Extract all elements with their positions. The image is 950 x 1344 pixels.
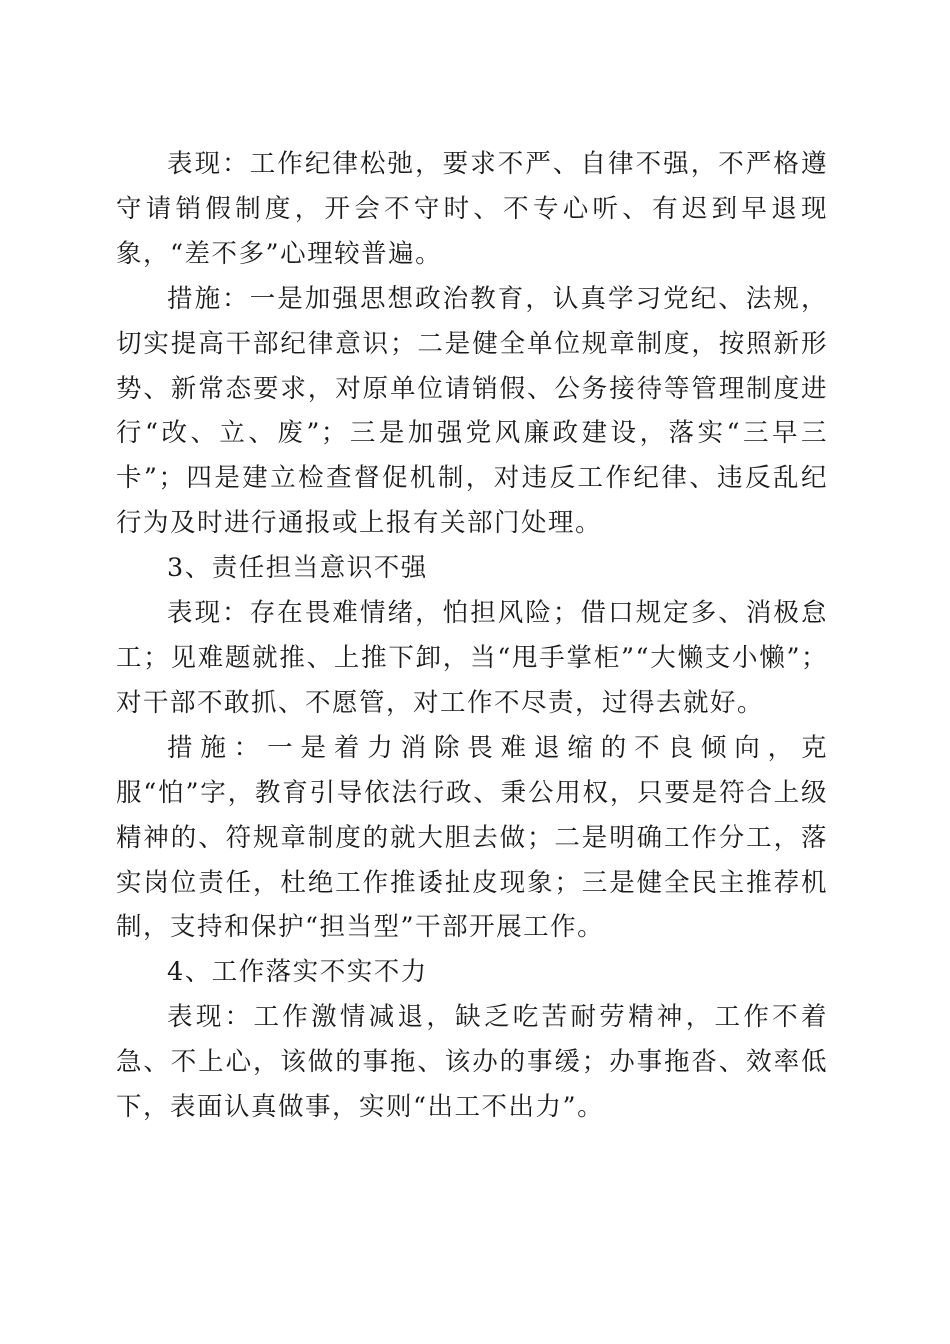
document-body [116, 142, 828, 1130]
paragraph-performance-responsibility: 表现：存在畏难情绪，怕担风险；借口规定多、消极怠工；见难题就推、上推下卸，当“甩手掌柜”“大懒支小懒”；对干部不敢抓、不愿管，对工作不尽责，过得去就好。 [116, 598, 828, 718]
paragraph-measures-discipline: 措施：一是加强思想政治教育，认真学习党纪、法规，切实提高干部纪律意识；二是健全单位规章制度，按照新形势、新常态要求，对原单位请销假、公务接待等管理制度进行“改、立、废”；三是加强党风廉政建设，落实“三早三卡”；四是建立检查督促机制，对违反工作纪律、违反乱纪行为及时进行通报或上报有关部门处理。 [116, 283, 828, 539]
paragraph-measures-responsibility: 措施：一是着力消除畏难退缩的不良倾向，克服“怕”字，教育引导依法行政、秉公用权，只要是符合上级精神的、符规章制度的就大胆去做；二是明确工作分工，落实岗位责任，杜绝工作推诿扯皮现象；三是健全民主推荐机制，支持和保护“担当型”干部开展工作。 [116, 732, 828, 943]
section-heading-3: 3、责任担当意识不强 [167, 553, 428, 584]
paragraph-performance-implementation: 表现：工作激情减退，缺乏吃苦耐劳精神，工作不着急、不上心，该做的事拖、该办的事缓；办事拖沓、效率低下，表面认真做事，实则“出工不出力”。 [116, 1002, 828, 1123]
paragraph-performance-discipline: 表现：工作纪律松弛，要求不严、自律不强，不严格遵守请销假制度，开会不守时、不专心听、有迟到早退现象，“差不多”心理较普遍。 [116, 149, 828, 269]
section-heading-4: 4、工作落实不实不力 [167, 957, 428, 988]
